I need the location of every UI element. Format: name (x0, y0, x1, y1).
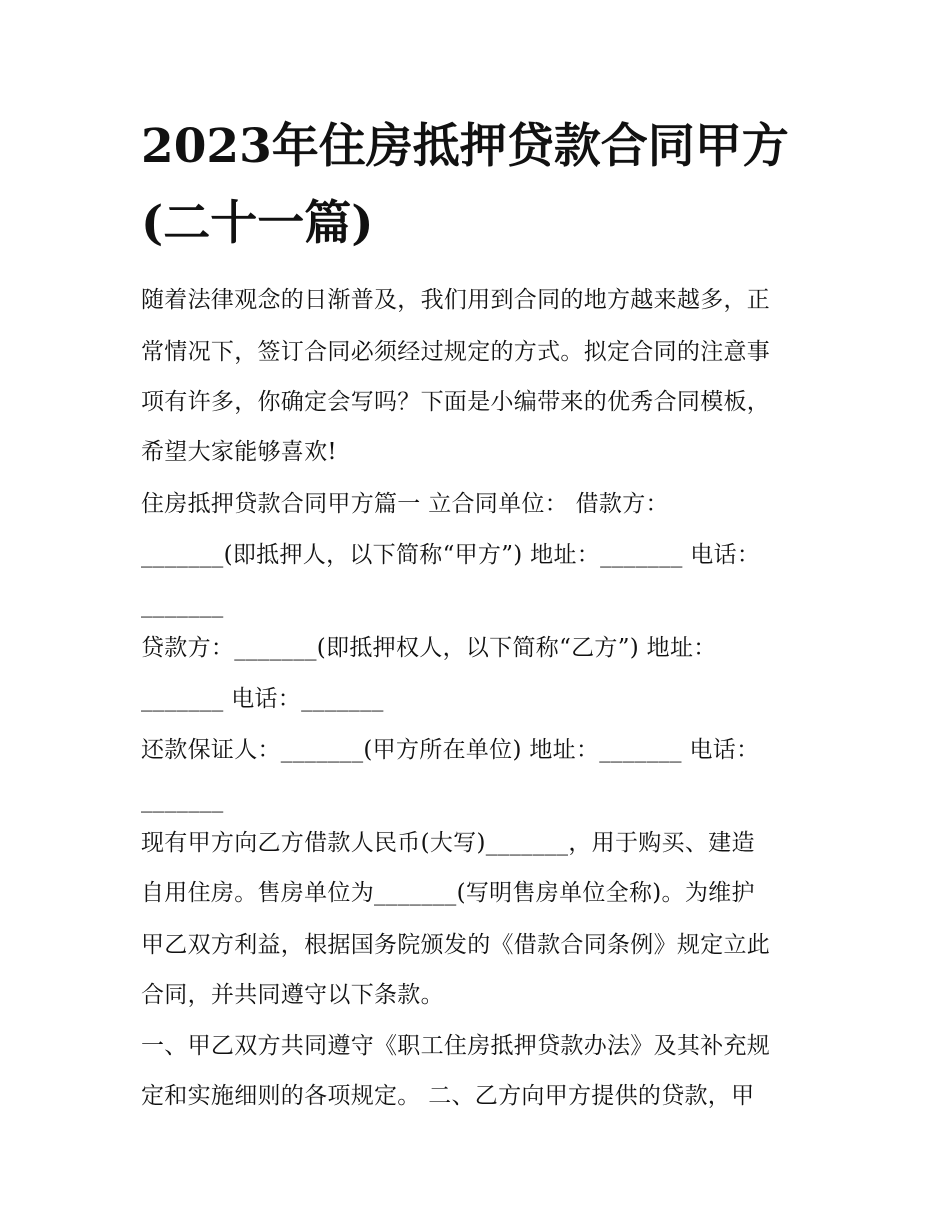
loan-paragraph-line-4: 合同，并共同遵守以下条款。 (141, 982, 444, 1008)
clause-line-2: 定和实施细则的各项规定。 二、乙方向甲方提供的贷款，甲 (141, 1083, 755, 1109)
contract-heading-line: 住房抵押贷款合同甲方篇一 立合同单位： 借款方： (141, 491, 669, 517)
lender-line-2: _______ 电话：_______ (141, 686, 384, 712)
loan-paragraph-line-1: 现有甲方向乙方借款人民币(大写)_______，用于购买、建造 (141, 830, 755, 856)
guarantor-line-2: _______ (141, 787, 224, 813)
intro-line-3: 项有许多，你确定会写吗？下面是小编带来的优秀合同模板， (141, 389, 771, 415)
intro-line-1: 随着法律观念的日渐普及，我们用到合同的地方越来越多，正 (141, 287, 771, 313)
guarantor-line-1: 还款保证人：_______(甲方所在单位) 地址：_______ 电话： (141, 737, 760, 763)
lender-line-1: 贷款方：_______(即抵押权人，以下简称“乙方”) 地址： (141, 635, 717, 661)
clause-line-1: 一、甲乙双方共同遵守《职工住房抵押贷款办法》及其补充规 (141, 1033, 771, 1059)
loan-paragraph-line-3: 甲乙双方利益，根据国务院颁发的《借款合同条例》规定立此 (141, 932, 771, 958)
intro-line-4: 希望大家能够喜欢! (141, 439, 337, 465)
intro-line-2: 常情况下，签订合同必须经过规定的方式。拟定合同的注意事 (141, 339, 771, 365)
loan-paragraph-line-2: 自用住房。售房单位为_______(写明售房单位全称)。为维护 (141, 880, 755, 906)
document-title-line-1: 2023年住房抵押贷款合同甲方 (141, 119, 789, 174)
borrower-line-1: _______(即抵押人，以下简称“甲方”) 地址：_______ 电话： (141, 542, 761, 568)
document-title-line-2: (二十一篇) (141, 196, 374, 251)
borrower-line-2: _______ (141, 592, 224, 618)
